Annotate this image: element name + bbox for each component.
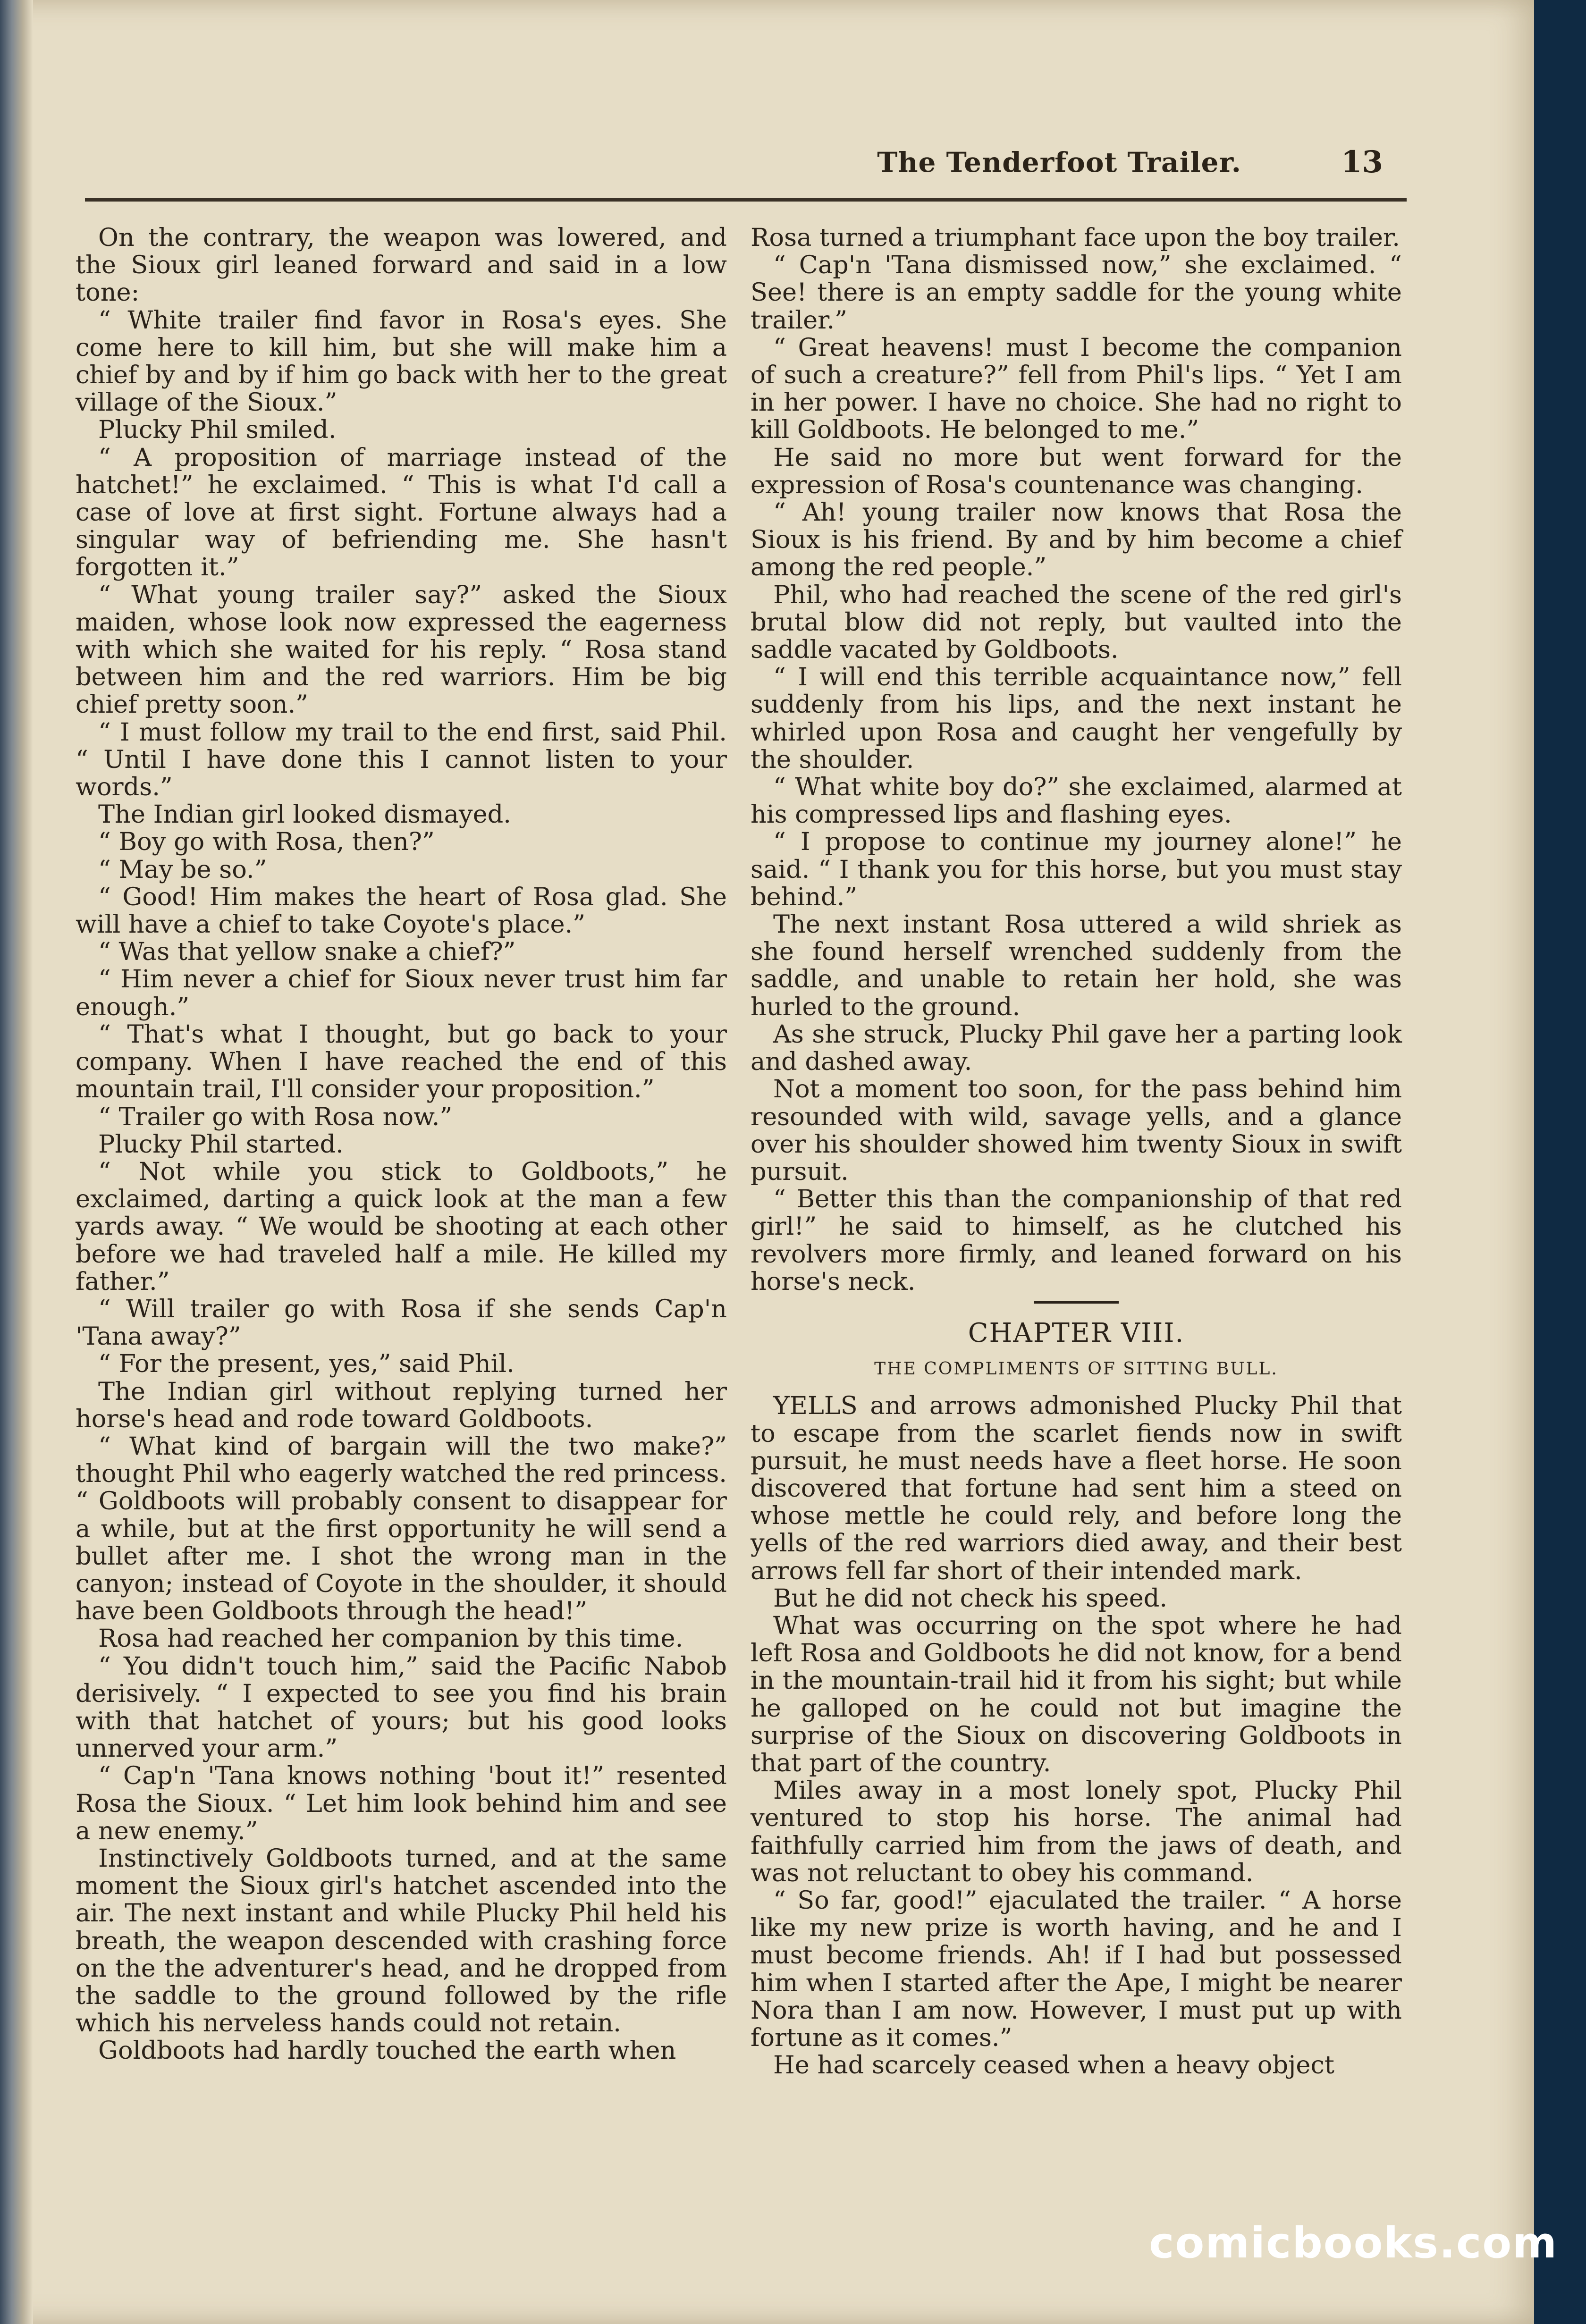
header-rule [85,198,1407,202]
paragraph: “ So far, good!” ejaculated the trailer. “ A horse like my new prize is worth having, and he and I must become friends. Ah! if I had but possessed him when I started after the Ape, I might be nearer Nora than I am now. However, I must put up with fortune as it comes.” [751,1886,1402,2052]
paragraph: “ You didn't touch him,” said the Pacific Nabob derisively. “ I expected to see you find his brain with that hatchet of yours; but his good looks unnerved your arm.” [76,1651,727,1763]
paragraph: “ Not while you stick to Goldboots,” he exclaimed, darting a quick look at the man a few yards away. “ We would be shooting at each other before we had traveled half a mile. He killed my father.” [76,1157,727,1296]
paragraph: Instinctively Goldboots turned, and at the same moment the Sioux girl's hatchet ascended into the air. The next instant and while Plucky Phil held his breath, the weapon descended with crashing force on the the adventurer's head, and he dropped from the saddle to the ground followed by the rifle which his nerveless hands could not retain. [76,1844,727,2038]
paragraph: “ I will end this terrible acquaintance now,” fell suddenly from his lips, and the next instant he whirled upon Rosa and caught her vengefully by the shoulder. [751,663,1402,774]
paragraph: “ I propose to continue my journey alone!” he said. “ I thank you for this horse, but you must stay behind.” [751,827,1402,911]
running-header [85,146,1402,189]
right-column-bottom-text [751,1392,1402,2079]
paragraph: Goldboots had hardly touched the earth when [98,2036,676,2065]
paragraph: “ A proposition of marriage instead of the hatchet!” he exclaimed. “ This is what I'd call a case of love at first sight. Fortune always had a singular way of befriending me. She hasn't forgotten it.” [76,443,727,582]
paragraph: “ What kind of bargain will the two make?” thought Phil who eagerly watched the red princess. “ Goldboots will probably consent to disappear for a while, but at the first opportunity he will send a bullet after me. I shot the wrong man in the canyon; instead of Coyote in the shoulder, it should have been Goldboots through the head!” [76,1431,727,1626]
paragraph: Rosa had reached her companion by this time. [98,1624,683,1653]
paragraph: “ Will trailer go with Rosa if she sends Cap'n 'Tana away?” [76,1294,727,1351]
paragraph: Phil, who had reached the scene of the red girl's brutal blow did not reply, but vaulted into the saddle vacated by Goldboots. [751,580,1402,665]
paragraph: “ Good! Him makes the heart of Rosa glad. She will have a chief to take Coyote's place.” [76,882,727,939]
paragraph: “ Trailer go with Rosa now.” [98,1102,453,1131]
paragraph: YELLS and arrows admonished Plucky Phil that to escape from the scarlet fiends now in swift pursuit, he must needs have a fleet horse. He soon discovered that fortune had sent him a steed on whose mettle he could rely, and before long the yells of the red warriors died away, and their best arrows fell far short of their intended mark. [751,1391,1402,1585]
paragraph: Rosa turned a triumphant face upon the boy trailer. [751,223,1400,252]
paragraph: As she struck, Plucky Phil gave her a parting look and dashed away. [751,1019,1402,1077]
paragraph: “ Cap'n 'Tana knows nothing 'bout it!” resented Rosa the Sioux. “ Let him look behind him and see a new enemy.” [76,1761,727,1845]
watermark-logo: comicbooks.com [1149,2218,1558,2268]
left-text-column [76,224,727,2065]
paragraph: “ For the present, yes,” said Phil. [98,1349,515,1379]
paragraph: “ Was that yellow snake a chief?” [98,937,516,967]
right-column-top-text [751,224,1402,1296]
paragraph: “ Great heavens! must I become the companion of such a creature?” fell from Phil's lips. “ Yet I am in her power. I have no choice. She had no right to kill Goldboots. He belonged to me.” [751,333,1402,445]
paragraph: “ Ah! young trailer now knows that Rosa the Sioux is his friend. By and by him become a chief among the red people.” [751,498,1402,582]
paragraph: “ May be so.” [98,855,267,884]
paragraph: “ Better this than the companionship of that red girl!” he said to himself, as he clutched his revolvers more firmly, and leaned forward on his horse's neck. [751,1185,1402,1296]
paragraph: “ What white boy do?” she exclaimed, alarmed at his compressed lips and flashing eyes. [751,773,1402,829]
paragraph: Miles away in a most lonely spot, Plucky Phil ventured to stop his horse. The animal had faithfully carried him from the jaws of death, and was not reluctant to obey his command. [751,1776,1402,1887]
paragraph: What was occurring on the spot where he had left Rosa and Goldboots he did not know, for a bend in the mountain-trail hid it from his sight; but while he galloped on he could not but imagine the surprise of the Sioux on discovering Goldboots in that part of the country. [751,1611,1402,1777]
paragraph: “ What young trailer say?” asked the Sioux maiden, whose look now expressed the eagerness with which she waited for his reply. “ Rosa stand between him and the red warriors. Him be big chief pretty soon.” [76,580,727,719]
right-text-column [751,224,1402,2079]
chapter-heading: CHAPTER VIII. [968,1317,1185,1348]
paragraph: “ That's what I thought, but go back to your company. When I have reached the end of this mountain trail, I'll consider your proposition.” [76,1019,727,1104]
paragraph: “ Him never a chief for Sioux never trust him far enough.” [76,965,727,1021]
paragraph: The next instant Rosa uttered a wild shriek as she found herself wrenched suddenly from the saddle, and unable to retain her hold, she was hurled to the ground. [751,910,1402,1021]
chapter-subtitle: THE COMPLIMENTS OF SITTING BULL. [874,1359,1278,1379]
paragraph: The Indian girl looked dismayed. [98,800,511,829]
paragraph: He had scarcely ceased when a heavy object [773,2051,1334,2080]
section-divider [1034,1301,1119,1304]
paragraph: The Indian girl without replying turned her horse's head and rode toward Goldboots. [76,1377,727,1433]
paragraph: Not a moment too soon, for the pass behind him resounded with wild, savage yells, and a glance over his shoulder showed him twenty Sioux in swift pursuit. [751,1075,1402,1186]
paragraph: “ I must follow my trail to the end first, said Phil. “ Until I have done this I cannot listen to your words.” [76,717,727,802]
running-title: The Tenderfoot Trailer. [877,146,1241,178]
paragraph: Plucky Phil started. [98,1129,344,1159]
page-binding-edge [0,0,33,2324]
page-number: 13 [1341,144,1383,180]
paragraph: But he did not check his speed. [773,1583,1168,1613]
paragraph: “ Boy go with Rosa, then?” [98,827,435,857]
paragraph: “ White trailer find favor in Rosa's eyes. She come here to kill him, but she will make him a chief by and by if him go back with her to the great village of the Sioux.” [76,305,727,417]
paragraph: On the contrary, the weapon was lowered, and the Sioux girl leaned forward and said in a low tone: [76,223,727,307]
paragraph: Plucky Phil smiled. [98,415,337,445]
paragraph: He said no more but went forward for the expression of Rosa's countenance was changing. [751,443,1402,499]
paragraph: “ Cap'n 'Tana dismissed now,” she exclaimed. “ See! there is an empty saddle for the young white trailer.” [751,251,1402,335]
